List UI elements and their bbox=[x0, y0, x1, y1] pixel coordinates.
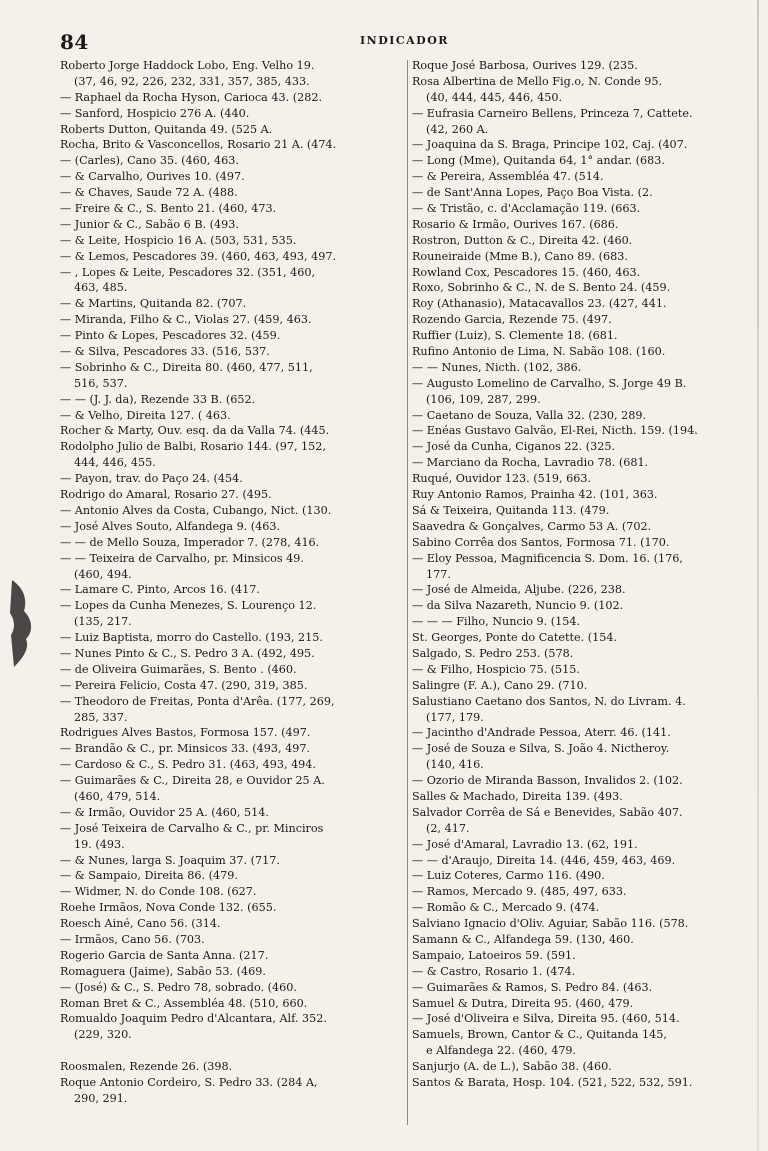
index-entry-line: Sabino Corrêa dos Santos, Formosa 71. (170. bbox=[412, 535, 670, 549]
index-entry-line: (2, 417. bbox=[426, 821, 470, 835]
index-entry-line: Ruffier (Luiz), S. Clemente 18. (681. bbox=[412, 329, 618, 343]
index-entry-line: Santos & Barata, Hosp. 104. (521, 522, 532, 591. bbox=[412, 1076, 693, 1089]
index-entry-line: (229, 320. bbox=[74, 1028, 132, 1042]
index-entry-line: — José d'Amaral, Lavradio 13. (62, 191. bbox=[412, 837, 638, 851]
index-entry-line: (42, 260 A. bbox=[426, 122, 489, 136]
index-entry-line: Samann & C., Alfandega 59. (130, 460. bbox=[412, 932, 634, 946]
index-entry-line: — Junior & C., Sabão 6 B. (493. bbox=[60, 217, 239, 231]
index-entry-line: Rodolpho Julio de Balbi, Rosario 144. (97, 152, bbox=[60, 440, 326, 454]
left-column bbox=[60, 58, 405, 1107]
index-entry-line: — Marciano da Rocha, Lavradio 78. (681. bbox=[412, 456, 649, 470]
index-entry-line: — (Carles), Cano 35. (460, 463. bbox=[60, 154, 239, 168]
column-divider bbox=[407, 60, 408, 1125]
index-entry-line: Salingre (F. A.), Cano 29. (710. bbox=[412, 678, 588, 692]
index-entry-line: 290, 291. bbox=[74, 1091, 128, 1105]
index-entry-line: — Pereira Felicio, Costa 47. (290, 319, 385. bbox=[60, 678, 308, 692]
index-entry-line: — Lamare C. Pinto, Arcos 16. (417. bbox=[60, 583, 260, 597]
index-entry-line: — Payon, trav. do Paço 24. (454. bbox=[60, 472, 243, 486]
index-entry-line: — Caetano de Souza, Valla 32. (230, 289. bbox=[412, 408, 647, 422]
index-entry-line: Rostron, Dutton & C., Direita 42. (460. bbox=[412, 233, 633, 247]
index-entry-line: — — Teixeira de Carvalho, pr. Minsicos 49. bbox=[60, 551, 304, 565]
index-entry-line: — & Nunes, larga S. Joaquim 37. (717. bbox=[60, 853, 280, 867]
index-entry-line: — Cardoso & C., S. Pedro 31. (463, 493, 494. bbox=[60, 758, 316, 772]
index-entry-line: Saavedra & Gonçalves, Carmo 53 A. (702. bbox=[412, 519, 652, 533]
index-entry-line: Salviano Ignacio d'Oliv. Aguiar, Sabão 116. (578. bbox=[412, 917, 689, 931]
index-entry-line: Romaguera (Jaime), Sabão 53. (469. bbox=[60, 964, 266, 978]
index-entry-line: — Nunes Pinto & C., S. Pedro 3 A. (492, 495. bbox=[60, 646, 315, 660]
index-entry-line: — Lopes da Cunha Menezes, S. Lourenço 12. bbox=[60, 599, 317, 613]
index-entry-line: — de Oliveira Guimarães, S. Bento . (460. bbox=[60, 662, 297, 676]
index-entry-line: (40, 444, 445, 446, 450. bbox=[426, 90, 563, 104]
index-entry-line: Rocha, Brito & Vasconcellos, Rosario 21 A. (474. bbox=[60, 138, 337, 152]
index-entry-line: Roehe Irmãos, Nova Conde 132. (655. bbox=[60, 901, 277, 915]
index-entry-line: — Long (Mme), Quitanda 64, 1° andar. (683. bbox=[412, 154, 665, 168]
index-entry-line: Salgado, S. Pedro 253. (578. bbox=[412, 646, 574, 660]
index-entry-line: — José de Souza e Silva, S. João 4. Nictheroy. bbox=[412, 742, 670, 756]
index-entry-line: — da Silva Nazareth, Nuncio 9. (102. bbox=[412, 599, 624, 613]
index-entry-line: Roberts Dutton, Quitanda 49. (525 A. bbox=[60, 122, 273, 136]
index-entry-line: Roxo, Sobrinho & C., N. de S. Bento 24. (459. bbox=[412, 281, 671, 295]
ink-blot-mark bbox=[8, 575, 38, 670]
index-entry-line: — Theodoro de Freitas, Ponta d'Arêa. (177, 269, bbox=[60, 694, 335, 708]
index-entry-line: — Sanford, Hospicio 276 A. (440. bbox=[60, 106, 250, 120]
index-entry-line: Roy (Athanasio), Matacavallos 23. (427, 441. bbox=[412, 297, 667, 311]
index-entry-line: — Guimarães & Ramos, S. Pedro 84. (463. bbox=[412, 980, 653, 994]
index-entry-line: — José da Cunha, Ciganos 22. (325. bbox=[412, 440, 616, 454]
index-entry-line: 444, 446, 455. bbox=[74, 456, 156, 470]
index-entry-line: — Augusto Lomelino de Carvalho, S. Jorge 49 B. bbox=[412, 376, 687, 390]
index-entry-line: — — de Mello Souza, Imperador 7. (278, 416. bbox=[60, 535, 320, 549]
index-entry-line: (460, 494. bbox=[74, 567, 132, 581]
index-entry-line: Rodrigo do Amaral, Rosario 27. (495. bbox=[60, 488, 272, 502]
index-entry-line: — & Castro, Rosario 1. (474. bbox=[412, 964, 576, 978]
index-entry-line: Salvador Corrêa de Sá e Benevides, Sabão 407. bbox=[412, 805, 683, 819]
running-title: INDICADOR bbox=[360, 34, 449, 47]
index-entry-line: — Ramos, Mercado 9. (485, 497, 633. bbox=[412, 885, 627, 899]
index-entry-line: Rogerio Garcia de Santa Anna. (217. bbox=[60, 948, 269, 962]
index-entry-line: Rosa Albertina de Mello Fig.o, N. Conde 95. bbox=[412, 74, 663, 88]
index-entry-line: (177, 179. bbox=[426, 710, 484, 724]
index-entry-line: — de Sant'Anna Lopes, Paço Boa Vista. (2. bbox=[412, 186, 653, 200]
index-entry-line: — Pinto & Lopes, Pescadores 32. (459. bbox=[60, 329, 281, 343]
index-entry-line: — Enéas Gustavo Galvão, El-Rei, Nicth. 159. (194. bbox=[412, 424, 698, 438]
index-entry-line: — & Irmão, Ouvidor 25 A. (460, 514. bbox=[60, 805, 269, 819]
index-entry-line: — — d'Araujo, Direita 14. (446, 459, 463, 469. bbox=[412, 853, 676, 867]
index-entry-line: — Brandão & C., pr. Minsicos 33. (493, 497. bbox=[60, 742, 310, 756]
index-entry-line: — José Alves Souto, Alfandega 9. (463. bbox=[60, 519, 281, 533]
index-entry-line: — Luiz Coteres, Carmo 116. (490. bbox=[412, 869, 605, 883]
index-entry-line: — Raphael da Rocha Hyson, Carioca 43. (282. bbox=[60, 90, 323, 104]
index-entry-line: 177. bbox=[426, 567, 451, 581]
index-entry-line: — — — Filho, Nuncio 9. (154. bbox=[412, 615, 581, 629]
index-entry-line bbox=[60, 1043, 405, 1059]
index-entry-line: — José Teixeira de Carvalho & C., pr. Minciros bbox=[60, 821, 324, 835]
index-entry-line: — & Carvalho, Ourives 10. (497. bbox=[60, 170, 245, 184]
index-entry-line: Ruy Antonio Ramos, Prainha 42. (101, 363. bbox=[412, 488, 658, 502]
index-entry-line: Samuel & Dutra, Direita 95. (460, 479. bbox=[412, 996, 634, 1010]
index-entry-line: — Romão & C., Mercado 9. (474. bbox=[412, 901, 600, 915]
index-entry-line: Sampaio, Latoeiros 59. (591. bbox=[412, 948, 576, 962]
right-column bbox=[412, 58, 752, 1091]
index-entry-line: 463, 485. bbox=[74, 281, 128, 295]
index-entry-line: Romualdo Joaquim Pedro d'Alcantara, Alf. 352. bbox=[60, 1012, 327, 1026]
index-entry-line: Roman Bret & C., Assembléa 48. (510, 660. bbox=[60, 996, 308, 1010]
index-entry-line: — (José) & C., S. Pedro 78, sobrado. (460. bbox=[60, 980, 297, 994]
index-entry-line: — & Leite, Hospicio 16 A. (503, 531, 535. bbox=[60, 233, 297, 247]
index-entry-line: Salles & Machado, Direita 139. (493. bbox=[412, 789, 623, 803]
index-entry-line: Roberto Jorge Haddock Lobo, Eng. Velho 19. bbox=[60, 59, 315, 72]
index-entry-line: — Eufrasia Carneiro Bellens, Princeza 7, Cattete. bbox=[412, 106, 693, 120]
index-entry-line: — — (J. J. da), Rezende 33 B. (652. bbox=[60, 392, 256, 406]
index-entry-line: — , Lopes & Leite, Pescadores 32. (351, 460, bbox=[60, 265, 316, 279]
index-entry-line: — Antonio Alves da Costa, Cubango, Nict. (130. bbox=[60, 503, 332, 517]
index-entry-line: Samuels, Brown, Cantor & C., Quitanda 145, bbox=[412, 1028, 667, 1042]
index-entry-line: (37, 46, 92, 226, 232, 331, 357, 385, 433. bbox=[74, 74, 310, 88]
index-entry-line: Sá & Teixeira, Quitanda 113. (479. bbox=[412, 503, 610, 517]
index-entry-line: 19. (493. bbox=[74, 837, 125, 851]
index-entry-line: Roosmalen, Rezende 26. (398. bbox=[60, 1060, 233, 1074]
index-entry-line: — Ozorio de Miranda Basson, Invalidos 2. (102. bbox=[412, 774, 683, 788]
index-entry-line: Rozendo Garcia, Rezende 75. (497. bbox=[412, 313, 612, 327]
index-entry-line: — & Sampaio, Direita 86. (479. bbox=[60, 869, 238, 883]
index-entry-line: — Guimarães & C., Direita 28, e Ouvidor 25 A. bbox=[60, 774, 325, 788]
index-entry-line: — Sobrinho & C., Direita 80. (460, 477, 511, bbox=[60, 360, 313, 374]
index-entry-line: — & Silva, Pescadores 33. (516, 537. bbox=[60, 345, 270, 359]
index-entry-line: — & Pereira, Assembléa 47. (514. bbox=[412, 170, 604, 184]
index-entry-line: e Alfandega 22. (460, 479. bbox=[426, 1044, 577, 1058]
index-entry-line: — & Velho, Direita 127. ( 463. bbox=[60, 408, 231, 422]
index-entry-line: Roque José Barbosa, Ourives 129. (235. bbox=[412, 59, 638, 72]
index-entry-line: — Freire & C., S. Bento 21. (460, 473. bbox=[60, 202, 277, 216]
index-entry-line: Rodrigues Alves Bastos, Formosa 157. (497. bbox=[60, 726, 311, 740]
index-entry-line: Roque Antonio Cordeiro, S. Pedro 33. (284 A, bbox=[60, 1076, 318, 1089]
index-entry-line: — & Martins, Quitanda 82. (707. bbox=[60, 297, 247, 311]
index-entry-line: (460, 479, 514. bbox=[74, 789, 161, 803]
index-entry-line: — Joaquina da S. Braga, Principe 102, Caj. (407. bbox=[412, 138, 688, 152]
index-entry-line: Sanjurjo (A. de L.), Sabão 38. (460. bbox=[412, 1060, 612, 1074]
index-entry-line: Rouneiraide (Mme B.), Cano 89. (683. bbox=[412, 249, 628, 263]
index-entry-line: 516, 537. bbox=[74, 376, 128, 390]
index-entry-line: (135, 217. bbox=[74, 615, 132, 629]
index-entry-line: — & Lemos, Pescadores 39. (460, 463, 493, 497. bbox=[60, 249, 337, 263]
index-entry-line: Rowland Cox, Pescadores 15. (460, 463. bbox=[412, 265, 641, 279]
index-entry-line: — José de Almeida, Aljube. (226, 238. bbox=[412, 583, 626, 597]
page-number: 84 bbox=[60, 30, 89, 54]
index-entry-line: (106, 109, 287, 299. bbox=[426, 392, 541, 406]
index-entry-line: — Widmer, N. do Conde 108. (627. bbox=[60, 885, 257, 899]
index-entry-line: Ruqué, Ouvidor 123. (519, 663. bbox=[412, 472, 592, 486]
index-entry-line: — Jacintho d'Andrade Pessoa, Aterr. 46. (141. bbox=[412, 726, 671, 740]
index-entry-line: Rocher & Marty, Ouv. esq. da da Valla 74. (445. bbox=[60, 424, 330, 438]
index-entry-line: 285, 337. bbox=[74, 710, 128, 724]
index-entry-line: Roesch Ainé, Cano 56. (314. bbox=[60, 917, 221, 931]
index-entry-line: — Miranda, Filho & C., Violas 27. (459, 463. bbox=[60, 313, 312, 327]
index-entry-line: Rufino Antonio de Lima, N. Sabão 108. (160. bbox=[412, 345, 666, 359]
index-entry-line: St. Georges, Ponte do Catette. (154. bbox=[412, 631, 618, 645]
index-entry-line: — — Nunes, Nicth. (102, 386. bbox=[412, 360, 582, 374]
index-entry-line: — Luiz Baptista, morro do Castello. (193, 215. bbox=[60, 631, 323, 645]
index-entry-line: — & Tristão, c. d'Acclamação 119. (663. bbox=[412, 202, 641, 216]
index-entry-line: Rosario & Irmão, Ourives 167. (686. bbox=[412, 217, 619, 231]
page-edge-shadow bbox=[757, 0, 759, 1151]
index-entry-line: — & Filho, Hospicio 75. (515. bbox=[412, 662, 580, 676]
index-entry-line: — Irmãos, Cano 56. (703. bbox=[60, 932, 205, 946]
index-entry-line: — Eloy Pessoa, Magnificencia S. Dom. 16. (176, bbox=[412, 551, 683, 565]
index-entry-line: — José d'Oliveira e Silva, Direita 95. (460, 514. bbox=[412, 1012, 680, 1026]
index-entry-line: — & Chaves, Saude 72 A. (488. bbox=[60, 186, 238, 200]
index-entry-line: Salustiano Caetano dos Santos, N. do Livram. 4. bbox=[412, 694, 686, 708]
index-entry-line: (140, 416. bbox=[426, 758, 484, 772]
